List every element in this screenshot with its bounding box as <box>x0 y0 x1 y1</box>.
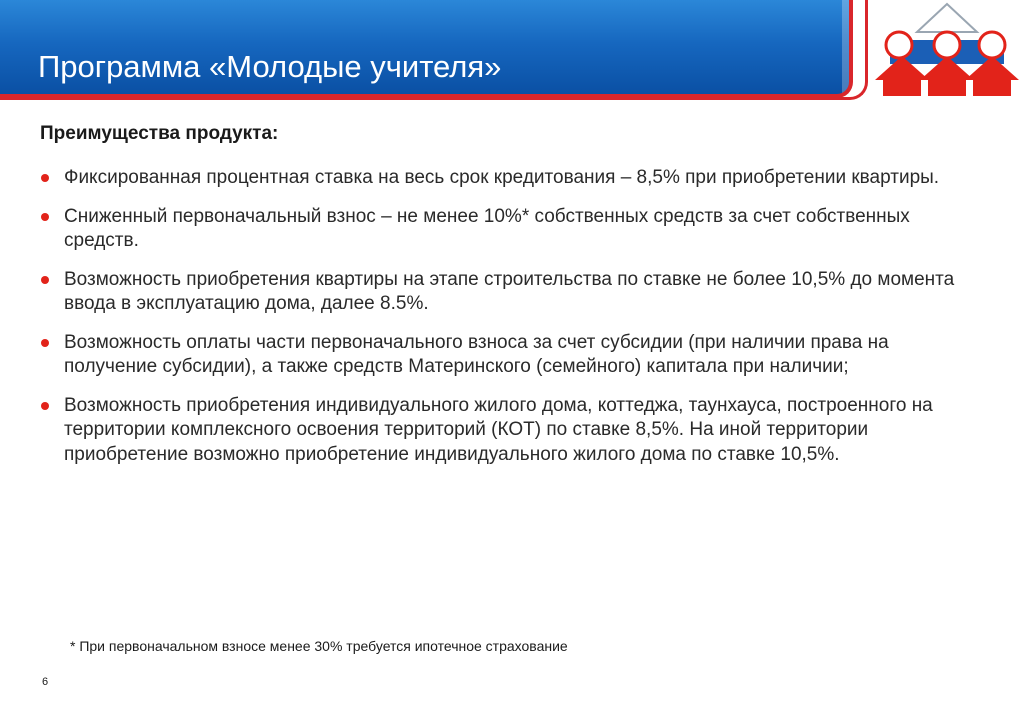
bullet-dot-icon <box>41 213 49 221</box>
list-item-text: Фиксированная процентная ставка на весь срок кредитования – 8,5% при приобретении квартиры. <box>64 167 940 188</box>
bullet-dot-icon <box>41 402 49 410</box>
list-item-text: Возможность приобретения индивидуального жилого дома, коттеджа, таунхауса, построенного на территории комплексного освоения территорий (КОТ) по ставке 8,5%. На иной территории приобретение возможно приобретение индивидуального жилого дома по ставке 10,5%. <box>64 394 933 465</box>
list-item <box>40 394 980 468</box>
list-item <box>40 205 980 254</box>
slide-title: Программа «Молодые учителя» <box>38 49 502 84</box>
list-item <box>40 268 980 317</box>
bullet-dot-icon <box>41 174 49 182</box>
list-item-text: Сниженный первоначальный взнос – не менее 10%* собственных средств за счет собственных средств. <box>64 205 910 251</box>
page-number: 6 <box>42 676 49 688</box>
bullet-dot-icon <box>41 276 49 284</box>
list-item-text: Возможность оплаты части первоначального взноса за счет субсидии (при наличии права на получение субсидии), а также средств Материнского (семейного) капитала при наличии; <box>64 331 889 377</box>
footnote: * При первоначальном взносе менее 30% требуется ипотечное страхование <box>70 638 568 654</box>
advantages-list <box>40 166 980 481</box>
bullet-dot-icon <box>41 339 49 347</box>
section-subtitle: Преимущества продукта: <box>40 123 279 144</box>
houses-logo-icon <box>872 0 1022 98</box>
list-item-text: Возможность приобретения квартиры на этапе строительства по ставке не более 10,5% до момента ввода в эксплуатацию дома, далее 8.5%. <box>64 268 955 314</box>
list-item <box>40 331 980 380</box>
list-item <box>40 166 980 191</box>
